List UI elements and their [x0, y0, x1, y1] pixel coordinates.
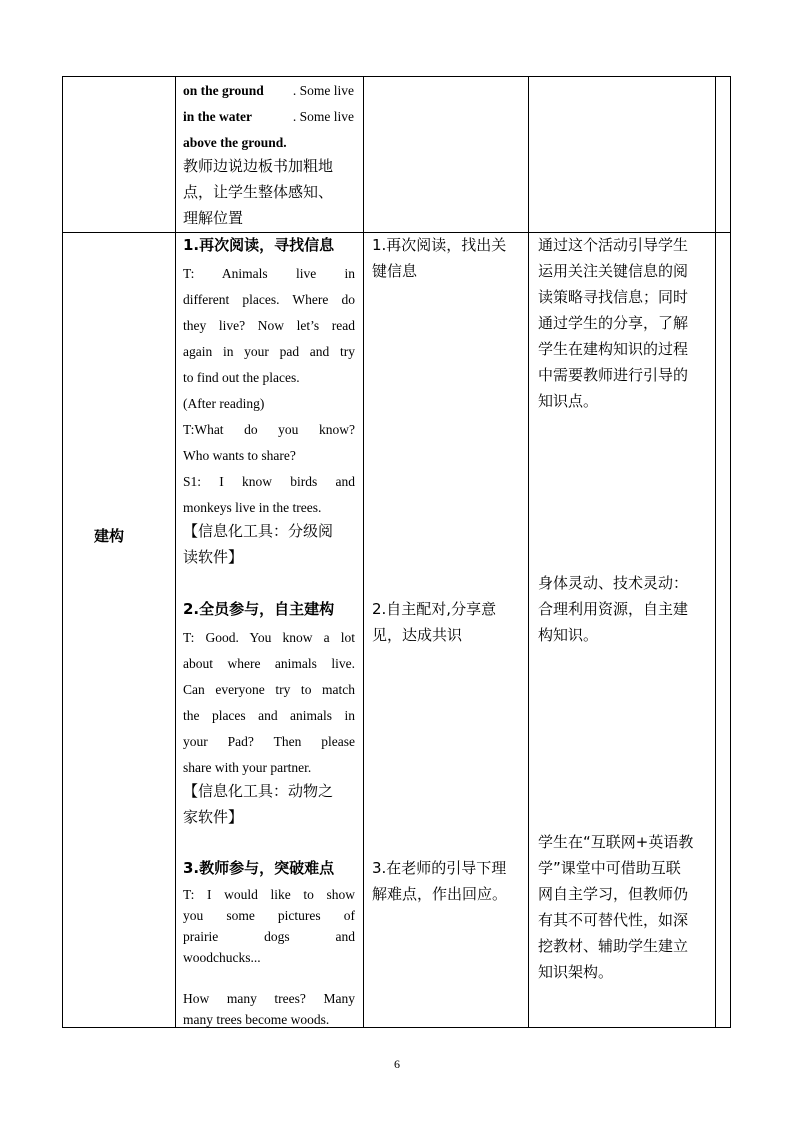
intent-line: 身体灵动、技术灵动： [538, 574, 689, 592]
activity-line: woodchucks... [183, 950, 261, 965]
page-number: 6 [394, 1057, 400, 1071]
activity-line: T: Good. You know a lot [183, 630, 355, 645]
student-line: 见，达成共识 [372, 626, 463, 644]
activity-line: S1: I know birds and [183, 474, 355, 489]
tool-note: 读软件】 [183, 548, 244, 566]
column-divider [528, 76, 529, 1028]
intent-line: 通过学生的分享，了解 [538, 314, 689, 332]
intent-line: 运用关注关键信息的阅 [538, 262, 689, 280]
activity-line: How many trees? Many [183, 991, 355, 1006]
student-line: 3.在老师的引导下理 [372, 859, 507, 877]
student-line: 解难点，作出回应。 [372, 885, 508, 903]
student-line: 2.自主配对,分享意 [372, 600, 497, 618]
activity-line: monkeys live in the trees. [183, 500, 322, 515]
activity-line: to find out the places. [183, 370, 300, 385]
text-span: . Some live [292, 83, 354, 98]
stage-label: 建构 [94, 527, 125, 545]
row-divider [62, 232, 731, 233]
tool-note: 【信息化工具：分级阅 [183, 522, 334, 540]
section-heading: 2.全员参与，自主建构 [183, 600, 335, 618]
table-bottom-border [62, 1027, 731, 1028]
bold-phrase: in the water [183, 109, 252, 124]
text-span: . Some live [292, 109, 354, 124]
tool-note: 【信息化工具：动物之 [183, 782, 334, 800]
table-left-border [62, 76, 63, 1028]
activity-line: you some pictures of [183, 908, 355, 923]
activity-line: about where animals live. [183, 656, 355, 671]
activity-line: many trees become woods. [183, 1012, 330, 1027]
intent-line: 构知识。 [538, 626, 599, 644]
tool-note: 家软件】 [183, 808, 244, 826]
student-line: 键信息 [372, 262, 418, 280]
intent-line: 中需要教师进行引导的 [538, 366, 689, 384]
activity-line: share with your partner. [183, 760, 312, 775]
intent-line: 通过这个活动引导学生 [538, 236, 689, 254]
table-top-border [62, 76, 731, 77]
activity-line: 理解位置 [183, 209, 244, 227]
section-heading: 1.再次阅读，寻找信息 [183, 236, 335, 254]
activity-line: T:What do you know? [183, 422, 355, 437]
intent-line: 读策略寻找信息；同时 [538, 288, 689, 306]
intent-line: 学”课堂中可借助互联 [538, 859, 681, 877]
intent-line: 知识架构。 [538, 963, 614, 981]
column-divider [363, 76, 364, 1028]
intent-line: 学生在建构知识的过程 [538, 340, 689, 358]
activity-line: again in your pad and try [183, 344, 355, 359]
activity-line: 教师边说边板书加粗地 [183, 157, 334, 175]
table-right-border [730, 76, 731, 1028]
column-divider [715, 76, 716, 1028]
activity-line: prairie dogs and [183, 929, 355, 944]
activity-line: different places. Where do [183, 292, 355, 307]
activity-line: your Pad? Then please [183, 734, 355, 749]
intent-line: 有其不可替代性，如深 [538, 911, 689, 929]
activity-line: 点，让学生整体感知、 [183, 183, 334, 201]
intent-line: 挖教材、辅助学生建立 [538, 937, 689, 955]
activity-line: they live? Now let’s read [183, 318, 355, 333]
activity-line: T: Animals live in [183, 266, 355, 281]
activity-line [183, 84, 354, 98]
section-heading: 3.教师参与，突破难点 [183, 859, 335, 877]
activity-line: above the ground. [183, 135, 287, 150]
activity-line: the places and animals in [183, 708, 355, 723]
activity-line [183, 110, 354, 124]
activity-line: Can everyone try to match [183, 682, 355, 697]
column-divider [175, 76, 176, 1028]
intent-line: 合理利用资源，自主建 [538, 600, 689, 618]
activity-line: Who wants to share? [183, 448, 296, 463]
student-line: 1.再次阅读，找出关 [372, 236, 507, 254]
bold-phrase: on the ground [183, 83, 264, 98]
activity-line: T: I would like to show [183, 887, 355, 902]
activity-line: (After reading) [183, 396, 265, 411]
intent-line: 知识点。 [538, 392, 599, 410]
intent-line: 网自主学习，但教师仍 [538, 885, 689, 903]
intent-line: 学生在“互联网+英语教 [538, 833, 694, 851]
